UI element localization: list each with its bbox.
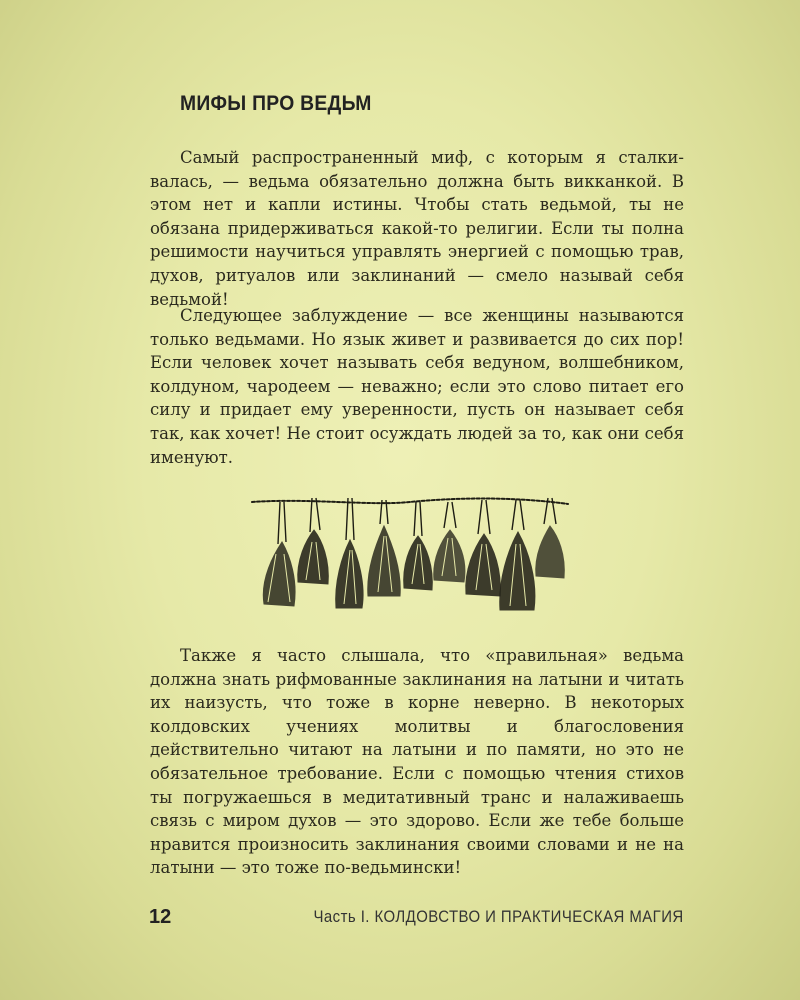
paragraph-2: Следующее заблуждение — все женщины называются только ведьмами. Но язык живет и развивается до сих пор! Если человек хочет называть себя ведуном, волшебником, колдуном, чародеем — неважно; если это слово питает его силу и придает ему уверенности, пусть он называет себя так, как хочет! Не стоит осуждать людей за то, как они себя именуют.	[150, 306, 684, 467]
paragraph-3: Также я часто слышала, что «правильная» ведьма должна знать рифмованные заклинания на латыни и читать их наизусть, что тоже в корне неверно. В некоторых колдовских учениях молитвы и благословения действительно читают на латыни и по памяти, но это не обязательное требование. Если с помощью чтения стихов ты погружаешься в медитативный транс и налаживаешь связь с миром духов — это здорово. Если же тебе больше нравится произносить заклинания своими словами и не на латыни — это тоже по-ведьмински!	[150, 646, 684, 878]
paragraph-1: Самый распространенный миф, с которым я сталкивалась, — ведьма обязательно должна быть викканкой. В этом нет и капли истины. Чтобы стать ведьмой, ты не обязана придерживаться какой-то религии. Если ты полна решимости научиться управлять энергией с помощью трав, духов, ритуалов или заклинаний — смело называй себя ведьмой!	[150, 148, 684, 309]
running-footer-title: Часть I. КОЛДОВСТВО И ПРАКТИЧЕСКАЯ МАГИЯ	[313, 907, 684, 926]
page-number: 12	[149, 906, 172, 928]
hanging-herb-bundles-icon	[250, 484, 570, 612]
page-title: МИФЫ ПРО ВЕДЬМ	[180, 92, 372, 115]
